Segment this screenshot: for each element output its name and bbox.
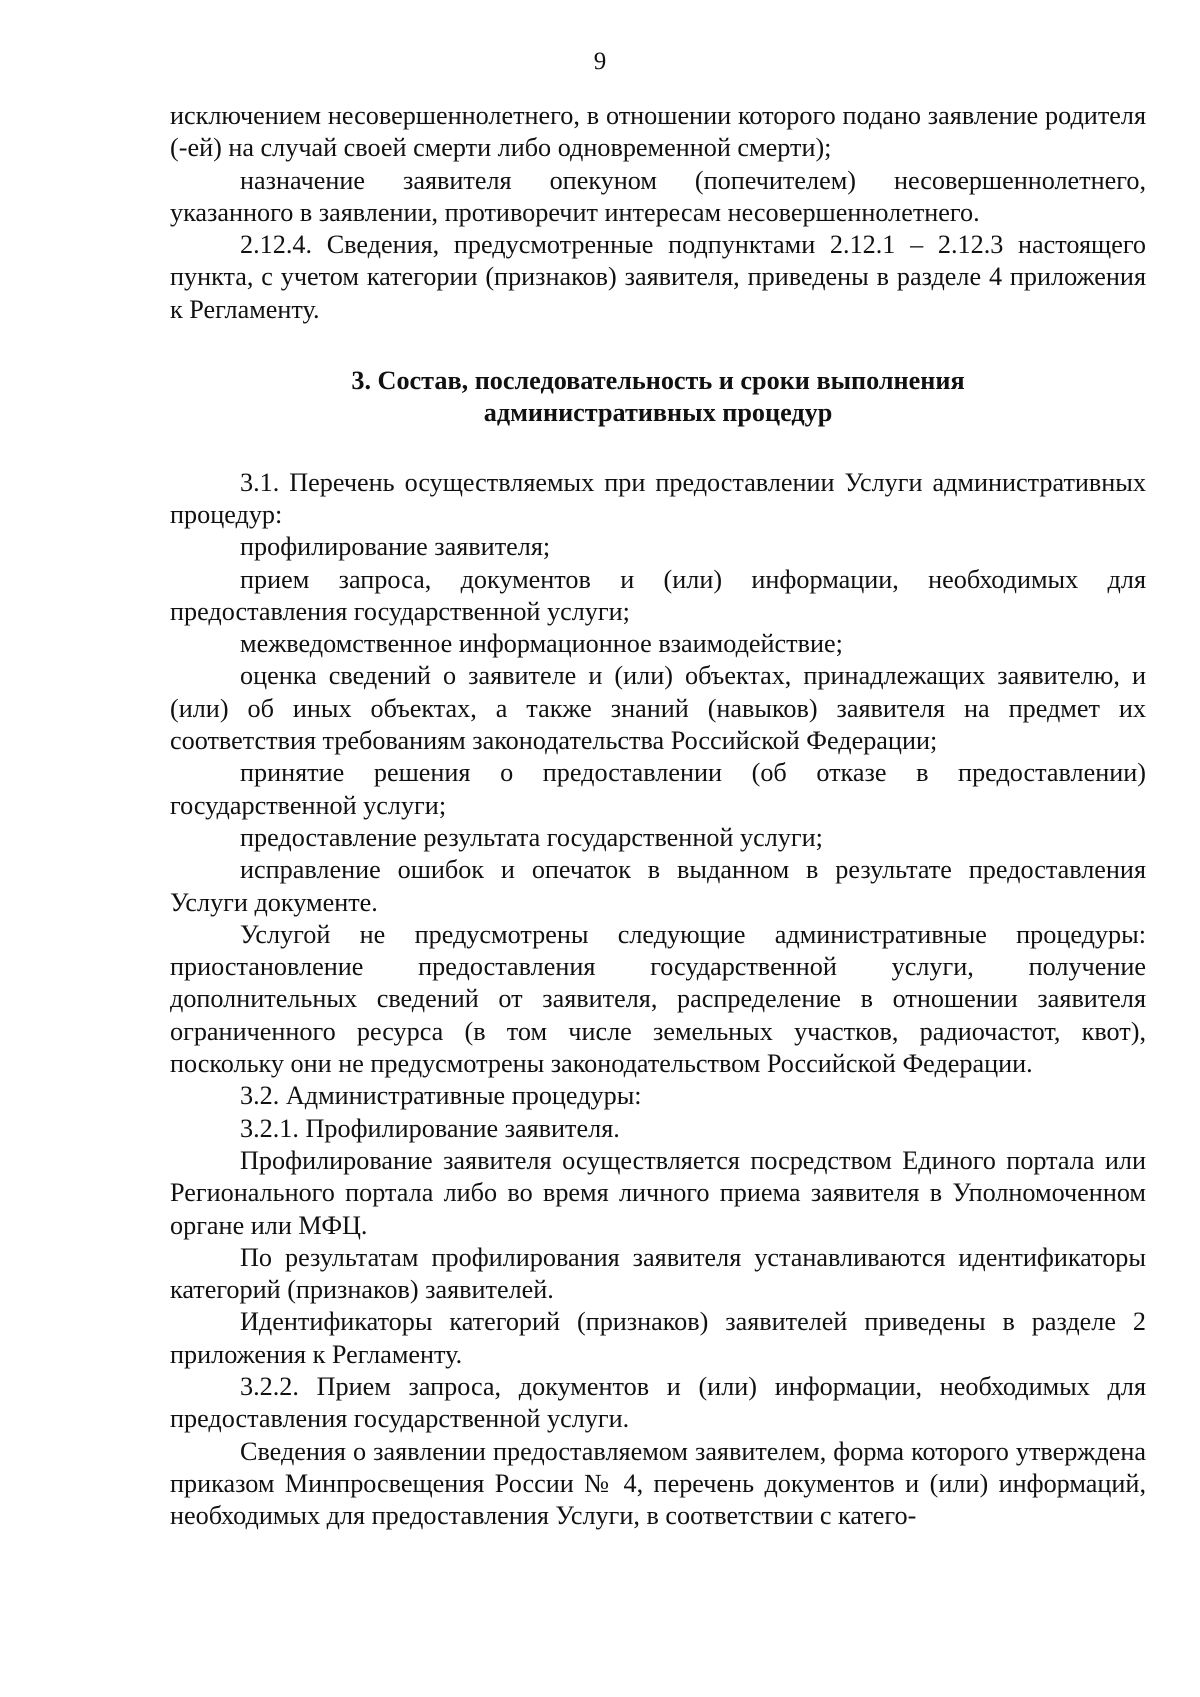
paragraph: 3.2.1. Профилирование заявителя. [240, 1113, 620, 1143]
paragraph: назначение заявителя опекуном (попечителем) несовершеннолетнего, указанного в заявлении, противоречит интересам несовершеннолетнего. [170, 165, 1146, 227]
paragraph: Сведения о заявлении предоставляемом заявителем, форма которого утверждена приказом Минпросвещения России № 4, перечень документов и (или) информаций, необходимых для предоставления Услуги, в соответствии с катего- [170, 1436, 1146, 1531]
paragraph: Профилирование заявителя осуществляется посредством Единого портала или Регионального портала либо во время личного приема заявителя в Уполномоченном органе или МФЦ. [170, 1145, 1146, 1240]
paragraph: Идентификаторы категорий (признаков) заявителей приведены в разделе 2 приложения к Регламенту. [170, 1307, 1146, 1369]
paragraph: По результатам профилирования заявителя устанавливаются идентификаторы категорий (признаков) заявителей. [170, 1242, 1146, 1305]
paragraph: 3.1. Перечень осуществляемых при предоставлении Услуги административных процедур: [170, 467, 1146, 529]
paragraph: 3.2. Административные процедуры: [240, 1081, 642, 1111]
section-heading-line: 3. Состав, последовательность и сроки выполнения [351, 366, 965, 396]
section-heading-line: административных процедур [483, 398, 833, 428]
paragraph: исправление ошибок и опечаток в выданном в результате предоставления Услуги документе. [170, 855, 1146, 917]
paragraph: 3.2.2. Прием запроса, документов и (или) информации, необходимых для предоставления государственной услуги. [170, 1371, 1146, 1434]
paragraph: межведомственное информационное взаимодействие; [240, 629, 843, 659]
paragraph: Услугой не предусмотрены следующие административные процедуры: приостановление предоставления государственной услуги, получение дополнительных сведений от заявителя, распределение в отношении заявителя ограниченного ресурса (в том числе земельных участков, радиочастот, квот), поскольку они не предусмотрены законодательством Российской Федерации. [170, 919, 1146, 1079]
paragraph: 2.12.4. Сведения, предусмотренные подпунктами 2.12.1 – 2.12.3 настоящего пункта, с учетом категории (признаков) заявителя, приведены в разделе 4 приложения к Регламенту. [170, 230, 1146, 324]
paragraph: оценка сведений о заявителе и (или) объектах, принадлежащих заявителю, и (или) об иных объектах, а также знаний (навыков) заявителя на предмет их соответствия требованиям законодательства Российской Федерации; [170, 661, 1146, 756]
section-heading [170, 365, 1146, 430]
paragraph: прием запроса, документов и (или) информации, необходимых для предоставления государственной услуги; [170, 564, 1146, 626]
paragraph: профилирование заявителя; [240, 532, 551, 562]
document-body [170, 100, 1146, 1532]
paragraph: принятие решения о предоставлении (об отказе в предоставлении) государственной услуги; [170, 758, 1146, 820]
paragraph: предоставление результата государственной услуги; [240, 822, 823, 852]
page-number: 9 [593, 48, 607, 75]
paragraph: исключением несовершеннолетнего, в отношении которого подано заявление родителя (-ей) на случай своей смерти либо одновременной смерти); [170, 101, 1146, 163]
